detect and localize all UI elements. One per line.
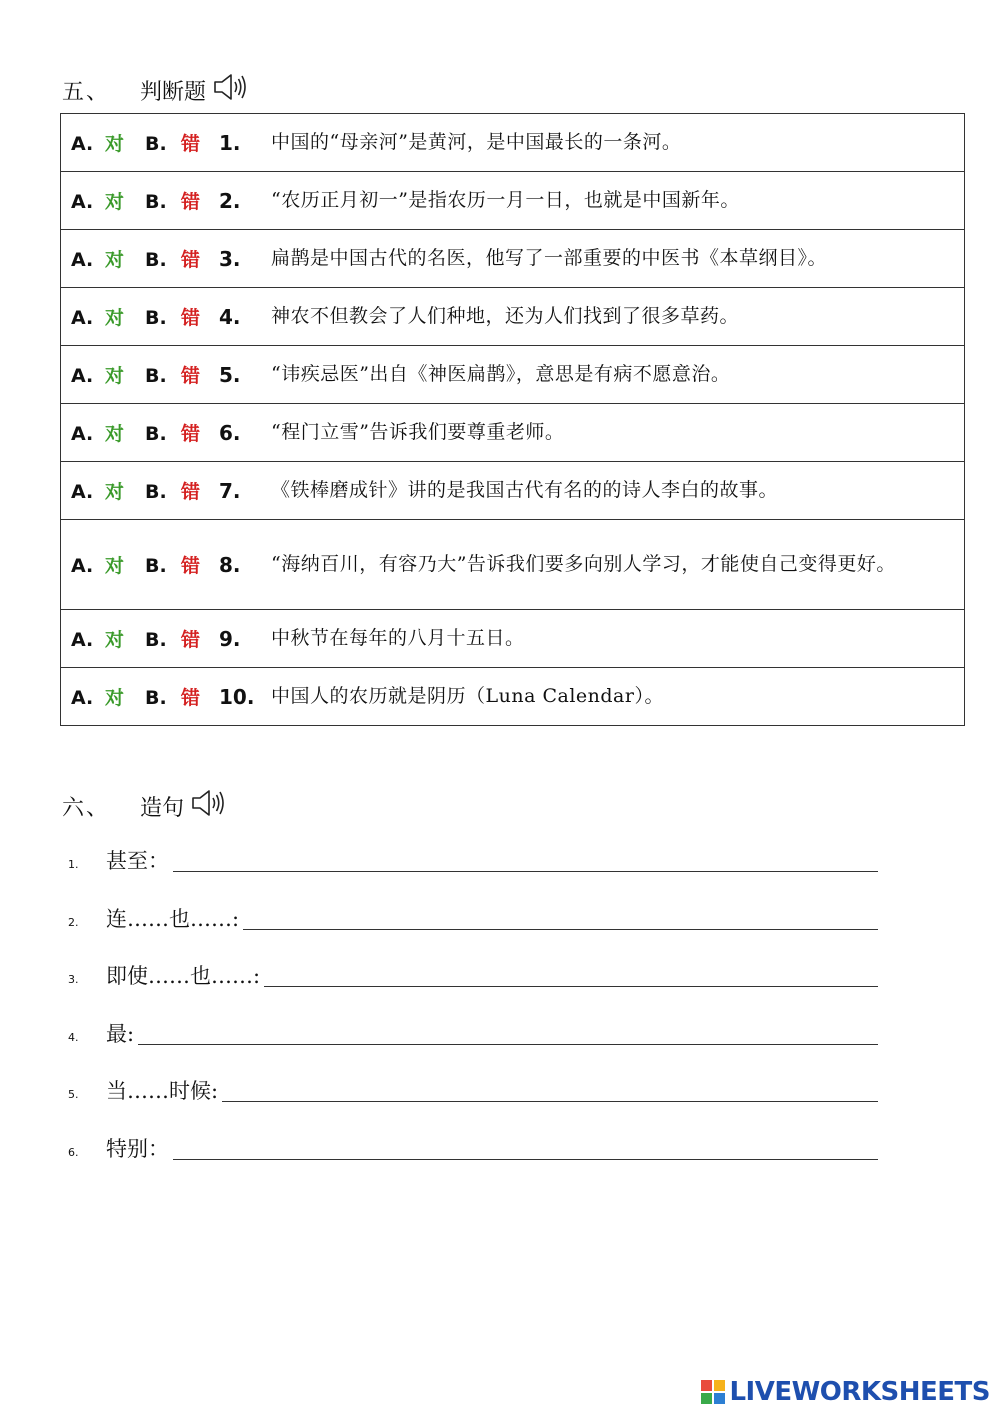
question-number: 10. — [219, 685, 255, 709]
answer-options — [61, 462, 272, 520]
option-a-true[interactable]: 对 — [105, 133, 125, 155]
question-text: 中国人的农历就是阴历（Luna Calendar）。 — [271, 668, 965, 726]
question-text: 中秋节在每年的八月十五日。 — [271, 610, 965, 668]
sentence-answer-line[interactable] — [173, 1158, 878, 1160]
question-row — [61, 346, 965, 404]
option-b-false[interactable]: 错 — [181, 687, 201, 709]
question-row — [61, 288, 965, 346]
liveworksheets-logo — [701, 1377, 990, 1407]
question-number: 1. — [219, 131, 241, 155]
answer-options — [61, 172, 272, 230]
question-row — [61, 172, 965, 230]
liveworksheets-logo-text: LIVEWORKSHEETS — [729, 1377, 990, 1407]
speaker-icon[interactable] — [190, 788, 226, 824]
sentence-answer-line[interactable] — [138, 1043, 878, 1045]
question-number: 3. — [219, 247, 241, 271]
option-a-true[interactable]: 对 — [105, 481, 125, 503]
question-number: 8. — [219, 553, 241, 577]
question-number: 4. — [219, 305, 241, 329]
true-false-table — [60, 113, 965, 726]
option-b-false[interactable]: 错 — [181, 133, 201, 155]
option-a-true[interactable]: 对 — [105, 365, 125, 387]
sentence-keyword: 连……也……: — [106, 906, 240, 931]
question-text: “海纳百川，有容乃大”告诉我们要多向别人学习，才能使自己变得更好。 — [271, 520, 965, 610]
option-a-true[interactable]: 对 — [105, 249, 125, 271]
option-a-true[interactable]: 对 — [105, 687, 125, 709]
option-b-letter[interactable]: B. — [145, 481, 167, 503]
sentence-answer-line[interactable] — [222, 1100, 878, 1102]
option-b-false[interactable]: 错 — [181, 191, 201, 213]
sentence-number: 4. — [68, 1030, 79, 1044]
sentence-number: 3. — [68, 973, 79, 986]
sentence-item — [68, 845, 878, 875]
question-text: 神农不但教会了人们种地，还为人们找到了很多草药。 — [271, 288, 965, 346]
liveworksheets-logo-icon — [701, 1380, 725, 1404]
question-text: 扁鹊是中国古代的名医，他写了一部重要的中医书《本草纲目》。 — [271, 230, 965, 288]
option-b-letter[interactable]: B. — [145, 191, 167, 213]
option-b-letter[interactable]: B. — [145, 133, 167, 155]
option-b-letter[interactable]: B. — [145, 307, 167, 329]
option-a-letter[interactable]: A. — [71, 481, 94, 503]
answer-options — [61, 346, 272, 404]
option-b-letter[interactable]: B. — [145, 555, 167, 577]
option-b-letter[interactable]: B. — [145, 365, 167, 387]
option-b-letter[interactable]: B. — [145, 687, 167, 709]
option-a-letter[interactable]: A. — [71, 191, 94, 213]
question-text: 《铁棒磨成针》讲的是我国古代有名的的诗人李白的故事。 — [271, 462, 965, 520]
sentence-keyword: 当……时候: — [106, 1079, 219, 1103]
question-row — [61, 668, 965, 726]
question-number: 2. — [219, 189, 241, 213]
option-b-false[interactable]: 错 — [181, 307, 201, 329]
question-row — [61, 404, 965, 462]
option-b-letter[interactable]: B. — [145, 629, 167, 651]
option-b-false[interactable]: 错 — [181, 555, 201, 577]
option-a-letter[interactable]: A. — [71, 555, 94, 577]
sentence-item — [68, 1075, 878, 1105]
sentence-item — [68, 903, 878, 933]
sentence-keyword: 即使……也……: — [106, 964, 261, 988]
answer-options — [61, 230, 272, 288]
sentence-item — [68, 1018, 878, 1048]
sentence-answer-line[interactable] — [264, 985, 878, 987]
question-text: “农历正月初一”是指农历一月一日，也就是中国新年。 — [271, 172, 965, 230]
option-b-false[interactable]: 错 — [181, 629, 201, 651]
answer-options — [61, 288, 272, 346]
sentence-item — [68, 960, 878, 990]
question-row — [61, 610, 965, 668]
option-b-false[interactable]: 错 — [181, 365, 201, 387]
option-a-true[interactable]: 对 — [105, 555, 125, 577]
sentence-keyword: 甚至： — [106, 849, 169, 873]
answer-options — [61, 404, 272, 462]
section-6-title: 造句 — [140, 795, 185, 821]
question-text: 中国的“母亲河”是黄河，是中国最长的一条河。 — [271, 114, 965, 172]
option-a-true[interactable]: 对 — [105, 629, 125, 651]
question-row — [61, 462, 965, 520]
answer-options — [61, 610, 272, 668]
answer-options — [61, 114, 272, 172]
speaker-icon[interactable] — [212, 72, 248, 108]
section-5-heading — [62, 72, 248, 108]
sentence-number: 2. — [68, 915, 79, 929]
question-text: “讳疾忌医”出自《神医扁鹊》，意思是有病不愿意治。 — [271, 346, 965, 404]
option-a-letter[interactable]: A. — [71, 629, 94, 651]
option-b-letter[interactable]: B. — [145, 249, 167, 271]
sentence-answer-line[interactable] — [173, 870, 878, 872]
option-b-false[interactable]: 错 — [181, 423, 201, 445]
sentence-answer-line[interactable] — [243, 928, 878, 930]
answer-options — [61, 668, 272, 726]
option-b-false[interactable]: 错 — [181, 481, 201, 503]
option-a-letter[interactable]: A. — [71, 133, 94, 155]
question-number: 6. — [219, 421, 241, 445]
option-a-letter[interactable]: A. — [71, 365, 94, 387]
question-text: “程门立雪”告诉我们要尊重老师。 — [271, 404, 965, 462]
section-5-number: 五、 — [62, 79, 111, 105]
sentence-keyword: 特别： — [106, 1136, 169, 1161]
question-number: 5. — [219, 363, 241, 387]
option-a-true[interactable]: 对 — [105, 191, 125, 213]
question-row — [61, 230, 965, 288]
sentence-number: 5. — [68, 1088, 79, 1101]
option-a-true[interactable]: 对 — [105, 423, 125, 445]
option-a-letter[interactable]: A. — [71, 307, 94, 329]
sentence-keyword: 最: — [106, 1021, 135, 1046]
answer-options — [61, 520, 272, 610]
question-number: 9. — [219, 627, 241, 651]
option-b-false[interactable]: 错 — [181, 249, 201, 271]
option-a-letter[interactable]: A. — [71, 249, 94, 271]
section-6-heading — [62, 788, 226, 824]
question-number: 7. — [219, 479, 241, 503]
sentence-number: 1. — [68, 858, 79, 871]
option-a-letter[interactable]: A. — [71, 687, 94, 709]
section-5-title: 判断题 — [140, 79, 207, 105]
option-b-letter[interactable]: B. — [145, 423, 167, 445]
sentence-item — [68, 1133, 878, 1163]
sentence-number: 6. — [68, 1145, 79, 1159]
question-row — [61, 114, 965, 172]
option-a-letter[interactable]: A. — [71, 423, 94, 445]
question-row — [61, 520, 965, 610]
option-a-true[interactable]: 对 — [105, 307, 125, 329]
section-6-number: 六、 — [62, 795, 111, 821]
